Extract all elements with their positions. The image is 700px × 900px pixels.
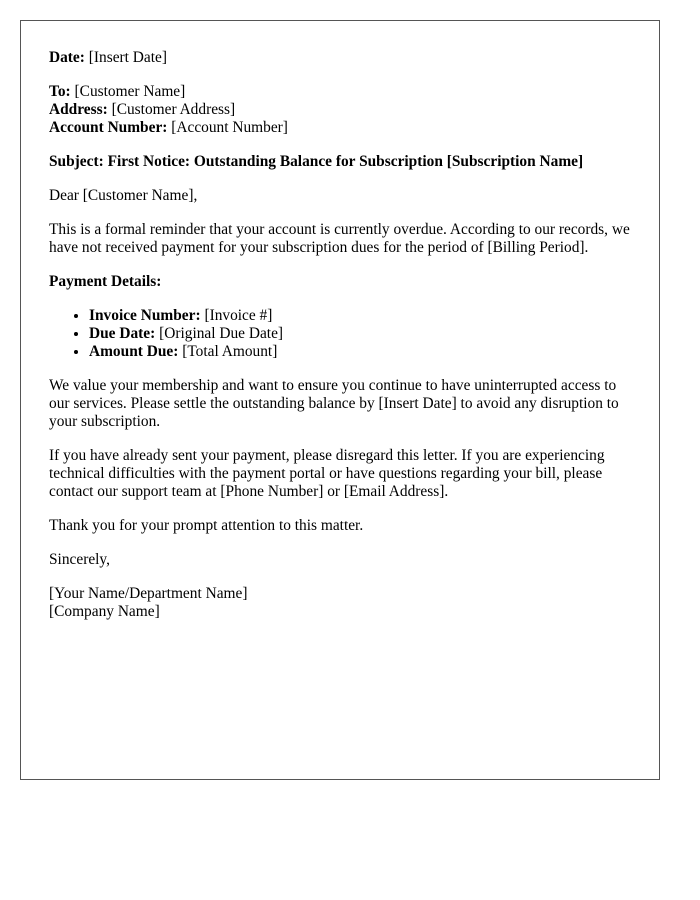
signature-name: [Your Name/Department Name] <box>49 585 248 602</box>
closing: Sincerely, <box>49 551 110 568</box>
address-label: Address: <box>49 101 108 118</box>
membership-paragraph: We value your membership and want to ensure you continue to have uninterrupted access to our services. Please settle the outstanding balance by [Insert Date] to avoid any disruption to your subscription. <box>49 377 619 430</box>
detail-value: [Original Due Date] <box>159 325 284 342</box>
to-value: [Customer Name] <box>74 83 186 100</box>
detail-label: Invoice Number: <box>89 307 201 324</box>
letter-page <box>20 20 660 780</box>
address-value: [Customer Address] <box>111 101 236 118</box>
detail-label: Due Date: <box>89 325 156 342</box>
payment-details-list <box>49 307 631 361</box>
date-value: [Insert Date] <box>88 49 167 66</box>
payment-details-heading: Payment Details: <box>49 273 162 290</box>
detail-value: [Invoice #] <box>204 307 273 324</box>
address-line <box>49 101 631 119</box>
list-item <box>89 325 631 343</box>
account-line <box>49 119 631 137</box>
account-label: Account Number: <box>49 119 168 136</box>
signature-company: [Company Name] <box>49 603 160 620</box>
signature-block <box>49 585 631 621</box>
to-label: To: <box>49 83 71 100</box>
intro-paragraph: This is a formal reminder that your account is currently overdue. According to our records, we have not received payment for your subscription dues for the period of [Billing Period]. <box>49 221 630 256</box>
detail-value: [Total Amount] <box>182 343 278 360</box>
date-line <box>49 49 631 67</box>
subject-line: Subject: First Notice: Outstanding Balance for Subscription [Subscription Name] <box>49 153 584 170</box>
list-item <box>89 343 631 361</box>
thanks-paragraph: Thank you for your prompt attention to this matter. <box>49 517 364 534</box>
detail-label: Amount Due: <box>89 343 179 360</box>
to-line <box>49 83 631 101</box>
salutation: Dear [Customer Name], <box>49 187 198 204</box>
date-label: Date: <box>49 49 85 66</box>
disregard-paragraph: If you have already sent your payment, please disregard this letter. If you are experiencing technical difficulties with the payment portal or have questions regarding your bill, please contact our support team at [Phone Number] or [Email Address]. <box>49 447 605 500</box>
list-item <box>89 307 631 325</box>
recipient-block <box>49 83 631 137</box>
account-value: [Account Number] <box>171 119 288 136</box>
